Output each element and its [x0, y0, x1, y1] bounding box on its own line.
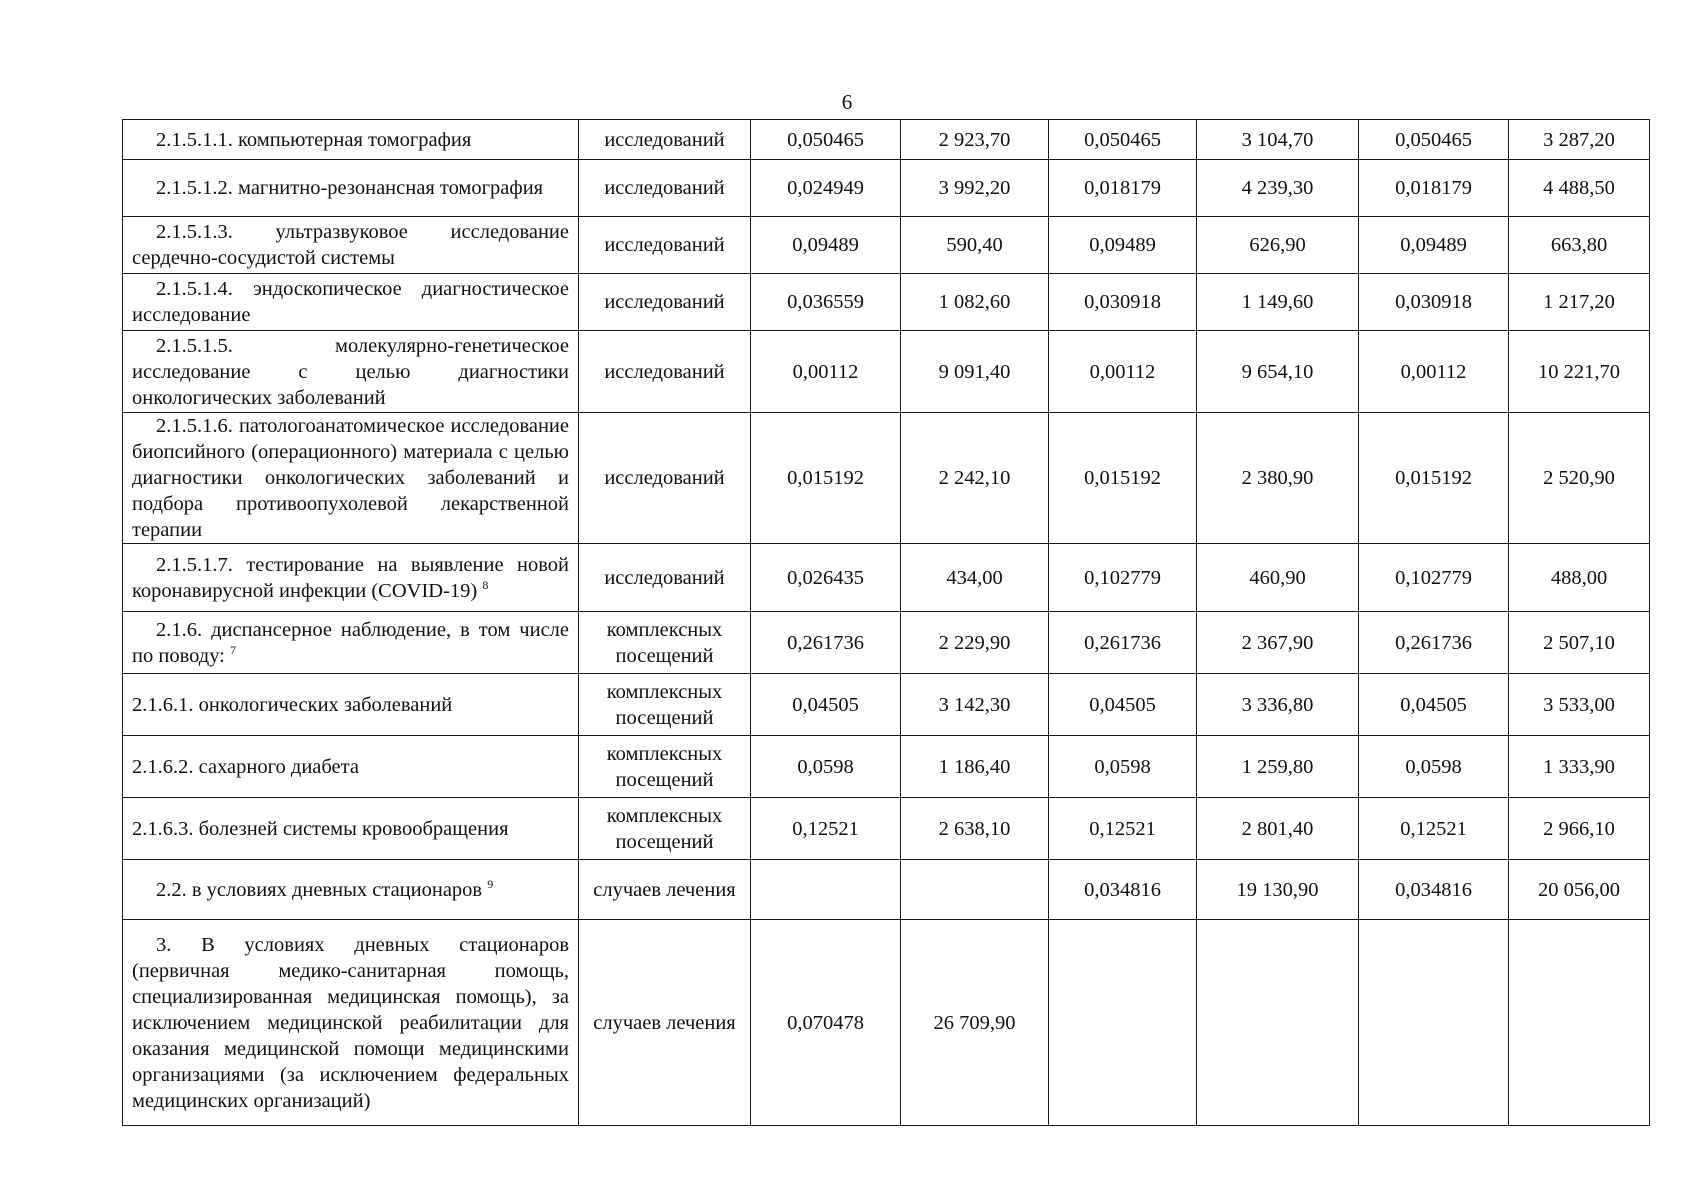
value-cell: 1 217,20	[1509, 274, 1650, 331]
row-name-cell	[123, 120, 579, 160]
value-cell: 0,00112	[751, 331, 901, 413]
value-cell: 0,015192	[1359, 413, 1509, 544]
value-cell: 0,018179	[1359, 160, 1509, 217]
value-cell: 0,024949	[751, 160, 901, 217]
row-name: 2.1.6.2. сахарного диабета	[132, 755, 359, 778]
value-cell: 2 229,90	[901, 612, 1049, 674]
table-row	[123, 120, 1650, 160]
footnote-ref: 7	[230, 642, 236, 657]
row-name-cell	[123, 160, 579, 217]
value-cell: 0,034816	[1359, 860, 1509, 920]
unit-cell: комплексных посещений	[579, 674, 751, 736]
value-cell: 488,00	[1509, 544, 1650, 612]
unit-cell: исследований	[579, 413, 751, 544]
value-cell: 0,102779	[1359, 544, 1509, 612]
unit-cell: исследований	[579, 217, 751, 274]
value-cell: 0,034816	[1049, 860, 1197, 920]
unit-cell: исследований	[579, 160, 751, 217]
value-cell: 2 507,10	[1509, 612, 1650, 674]
row-name: 2.1.5.1.6. патологоанатомическое исследование биопсийного (операционного) материала с целью диагностики онкологических заболеваний и подбора противоопухолевой лекарственной терапии	[132, 415, 569, 541]
value-cell: 4 239,30	[1197, 160, 1359, 217]
table-row	[123, 612, 1650, 674]
row-name-cell	[123, 217, 579, 274]
value-cell: 2 801,40	[1197, 798, 1359, 860]
value-cell: 0,015192	[751, 413, 901, 544]
table-row	[123, 331, 1650, 413]
value-cell: 0,0598	[1049, 736, 1197, 798]
tariff-table	[122, 119, 1650, 1126]
value-cell: 0,261736	[751, 612, 901, 674]
value-cell: 9 091,40	[901, 331, 1049, 413]
table-row	[123, 160, 1650, 217]
value-cell: 434,00	[901, 544, 1049, 612]
row-name: 2.2. в условиях дневных стационаров	[156, 878, 483, 901]
table-row	[123, 798, 1650, 860]
footnote-ref: 8	[482, 577, 489, 592]
unit-cell: комплексных посещений	[579, 612, 751, 674]
value-cell: 10 221,70	[1509, 331, 1650, 413]
table-row	[123, 217, 1650, 274]
value-cell: 1 259,80	[1197, 736, 1359, 798]
row-name-cell	[123, 860, 579, 920]
row-name: 2.1.5.1.1. компьютерная томография	[156, 128, 472, 151]
value-cell: 0,04505	[1049, 674, 1197, 736]
table-row	[123, 736, 1650, 798]
value-cell: 2 966,10	[1509, 798, 1650, 860]
value-cell: 3 104,70	[1197, 120, 1359, 160]
row-name: 2.1.6. диспансерное наблюдение, в том числе по поводу:	[132, 618, 569, 667]
value-cell: 0,050465	[1359, 120, 1509, 160]
value-cell: 0,12521	[1049, 798, 1197, 860]
value-cell: 4 488,50	[1509, 160, 1650, 217]
value-cell: 2 242,10	[901, 413, 1049, 544]
value-cell	[1509, 920, 1650, 1126]
row-name: 2.1.5.1.7. тестирование на выявление новой коронавирусной инфекции (COVID-19)	[132, 553, 569, 602]
value-cell: 626,90	[1197, 217, 1359, 274]
unit-cell: исследований	[579, 331, 751, 413]
row-name-cell	[123, 331, 579, 413]
value-cell: 0,0598	[751, 736, 901, 798]
value-cell: 3 142,30	[901, 674, 1049, 736]
value-cell: 2 520,90	[1509, 413, 1650, 544]
value-cell: 0,04505	[751, 674, 901, 736]
row-name: 3. В условиях дневных стационаров (первичная медико-санитарная помощь, специализированная медицинская помощь), за исключением медицинской реабилитации для оказания медицинской помощи медицинскими организациями (за исключением федеральных медицинских организаций)	[132, 933, 569, 1112]
unit-cell: исследований	[579, 120, 751, 160]
value-cell: 590,40	[901, 217, 1049, 274]
value-cell: 0,09489	[1049, 217, 1197, 274]
value-cell	[901, 860, 1049, 920]
value-cell: 0,00112	[1049, 331, 1197, 413]
value-cell: 9 654,10	[1197, 331, 1359, 413]
value-cell: 0,030918	[1359, 274, 1509, 331]
value-cell	[751, 860, 901, 920]
value-cell: 0,261736	[1359, 612, 1509, 674]
unit-cell: случаев лечения	[579, 920, 751, 1126]
value-cell: 19 130,90	[1197, 860, 1359, 920]
value-cell: 0,015192	[1049, 413, 1197, 544]
value-cell: 2 923,70	[901, 120, 1049, 160]
value-cell: 20 056,00	[1509, 860, 1650, 920]
value-cell: 0,261736	[1049, 612, 1197, 674]
row-name: 2.1.5.1.2. магнитно-резонансная томография	[156, 177, 544, 199]
unit-cell: комплексных посещений	[579, 736, 751, 798]
value-cell: 1 186,40	[901, 736, 1049, 798]
value-cell: 0,09489	[751, 217, 901, 274]
value-cell: 460,90	[1197, 544, 1359, 612]
unit-cell: исследований	[579, 544, 751, 612]
table-row	[123, 544, 1650, 612]
page-number: 6	[841, 90, 853, 114]
value-cell: 3 336,80	[1197, 674, 1359, 736]
table-row	[123, 860, 1650, 920]
value-cell: 1 333,90	[1509, 736, 1650, 798]
value-cell	[1197, 920, 1359, 1126]
value-cell: 1 082,60	[901, 274, 1049, 331]
row-name-cell	[123, 736, 579, 798]
value-cell: 26 709,90	[901, 920, 1049, 1126]
footnote-ref: 9	[487, 876, 494, 891]
unit-cell: комплексных посещений	[579, 798, 751, 860]
value-cell: 2 380,90	[1197, 413, 1359, 544]
value-cell: 663,80	[1509, 217, 1650, 274]
value-cell: 0,036559	[751, 274, 901, 331]
value-cell: 0,09489	[1359, 217, 1509, 274]
value-cell: 0,050465	[1049, 120, 1197, 160]
value-cell: 0,12521	[751, 798, 901, 860]
row-name-cell	[123, 413, 579, 544]
row-name: 2.1.6.1. онкологических заболеваний	[132, 693, 453, 716]
row-name-cell	[123, 544, 579, 612]
table-row	[123, 920, 1650, 1126]
value-cell: 0,04505	[1359, 674, 1509, 736]
value-cell: 0,102779	[1049, 544, 1197, 612]
value-cell: 0,0598	[1359, 736, 1509, 798]
value-cell: 2 638,10	[901, 798, 1049, 860]
value-cell: 3 287,20	[1509, 120, 1650, 160]
value-cell: 2 367,90	[1197, 612, 1359, 674]
table-row	[123, 413, 1650, 544]
unit-cell: случаев лечения	[579, 860, 751, 920]
value-cell: 0,050465	[751, 120, 901, 160]
value-cell: 0,026435	[751, 544, 901, 612]
row-name: 2.1.5.1.5. молекулярно-генетическое исследование с целью диагностики онкологических заболеваний	[132, 334, 569, 409]
row-name: 2.1.5.1.3. ультразвуковое исследование сердечно-сосудистой системы	[132, 221, 569, 269]
value-cell: 0,070478	[751, 920, 901, 1126]
row-name-cell	[123, 674, 579, 736]
row-name-cell	[123, 798, 579, 860]
value-cell: 3 533,00	[1509, 674, 1650, 736]
value-cell: 0,018179	[1049, 160, 1197, 217]
table-row	[123, 674, 1650, 736]
value-cell: 0,030918	[1049, 274, 1197, 331]
row-name-cell	[123, 920, 579, 1126]
row-name-cell	[123, 612, 579, 674]
value-cell: 0,00112	[1359, 331, 1509, 413]
value-cell: 3 992,20	[901, 160, 1049, 217]
row-name-cell	[123, 274, 579, 331]
value-cell: 1 149,60	[1197, 274, 1359, 331]
table-row	[123, 274, 1650, 331]
value-cell	[1359, 920, 1509, 1126]
row-name: 2.1.5.1.4. эндоскопическое диагностическое исследование	[132, 278, 569, 326]
row-name: 2.1.6.3. болезней системы кровообращения	[132, 817, 509, 840]
value-cell: 0,12521	[1359, 798, 1509, 860]
unit-cell: исследований	[579, 274, 751, 331]
value-cell	[1049, 920, 1197, 1126]
